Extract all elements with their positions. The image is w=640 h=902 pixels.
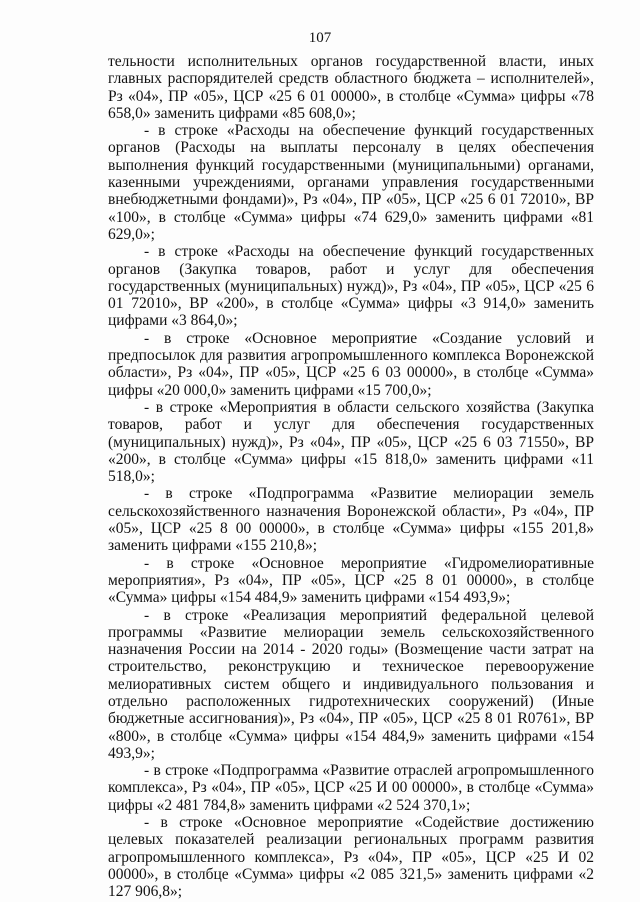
- paragraph: - в строке «Основное мероприятие «Гидромелиоративные мероприятия», Рз «04», ПР «05», ЦСР «25 8 01 00000», в столбце «Сумма» цифры «154 484,9» заменить цифрами «154 493,9»;: [108, 554, 594, 607]
- paragraph: - в строке «Основное мероприятие «Создание условий и предпосылок для развития агропромышленного комплекса Воронежской области», Рз «04», ПР «05», ЦСР «25 6 03 00000», в столбце «Сумма» цифры «20 000,0» заменить цифрами «15 700,0»;: [108, 329, 594, 399]
- paragraph: - в строке «Подпрограмма «Развитие отраслей агропромышленного комплекса», Рз «04», ПР «05», ЦСР «25 И 00 00000», в столбце «Сумма» цифры «2 481 784,8» заменить цифрами «2 524 370,1»;: [108, 762, 594, 814]
- paragraph: - в строке «Расходы на обеспечение функций государственных органов (Закупка товаров, работ и услуг для обеспечения государственных (муниципальных) нужд)», Рз «04», ПР «05», ЦСР «25 6 01 72010», ВР «200», в столбце «Сумма» цифры «3 914,0» заменить цифрами «3 864,0»;: [108, 243, 594, 330]
- document-body: [108, 53, 594, 901]
- paragraph: - в строке «Мероприятия в области сельского хозяйства (Закупка товаров, работ и услуг для обеспечения государственных (муниципальных) нужд)», Рз «04», ПР «05», ЦСР «25 6 03 71550», ВР «200», в столбце «Сумма» цифры «15 818,0» заменить цифрами «11 518,0»;: [108, 398, 594, 486]
- paragraph: - в строке «Расходы на обеспечение функций государственных органов (Расходы на выплаты персоналу в целях обеспечения выполнения функций государственными (муниципальными) органами, казенными учреждениями, органами управления государственными внебюджетными фондами)», Рз «04», ПР «05», ЦСР «25 6 01 72010», ВР «100», в столбце «Сумма» цифры «74 629,0» заменить цифрами «81 629,0»;: [108, 122, 594, 243]
- paragraph: тельности исполнительных органов государственной власти, иных главных распорядителей средств областного бюджета – исполнителей», Рз «04», ПР «05», ЦСР «25 6 01 00000», в столбце «Сумма» цифры «78 658,0» заменить цифрами «85 608,0»;: [108, 53, 594, 122]
- paragraph: - в строке «Реализация мероприятий федеральной целевой программы «Развитие мелиорации земель сельскохозяйственного назначения России на 2014 - 2020 годы» (Возмещение части затрат на строительство, реконструкцию и техническое перевооружение мелиоративных систем общего и индивидуального пользования и отдельно расположенных гидротехнических сооружений) (Иные бюджетные ассигнования)», Рз «04», ПР «05», ЦСР «25 8 01 R0761», ВР «800», в столбце «Сумма» цифры «154 484,9» заменить цифрами «154 493,9»;: [108, 606, 594, 762]
- paragraph: - в строке «Основное мероприятие «Содействие достижению целевых показателей реализации региональных программ развития агропромышленного комплекса», Рз «04», ПР «05», ЦСР «25 И 02 00000», в столбце «Сумма» цифры «2 085 321,5» заменить цифрами «2 127 906,8»;: [108, 814, 594, 901]
- page-number: 107: [308, 30, 332, 46]
- paragraph: - в строке «Подпрограмма «Развитие мелиорации земель сельскохозяйственного назначения Воронежской области», Рз «04», ПР «05», ЦСР «25 8 00 00000», в столбце «Сумма» цифры «155 201,8» заменить цифрами «155 210,8»;: [108, 485, 594, 555]
